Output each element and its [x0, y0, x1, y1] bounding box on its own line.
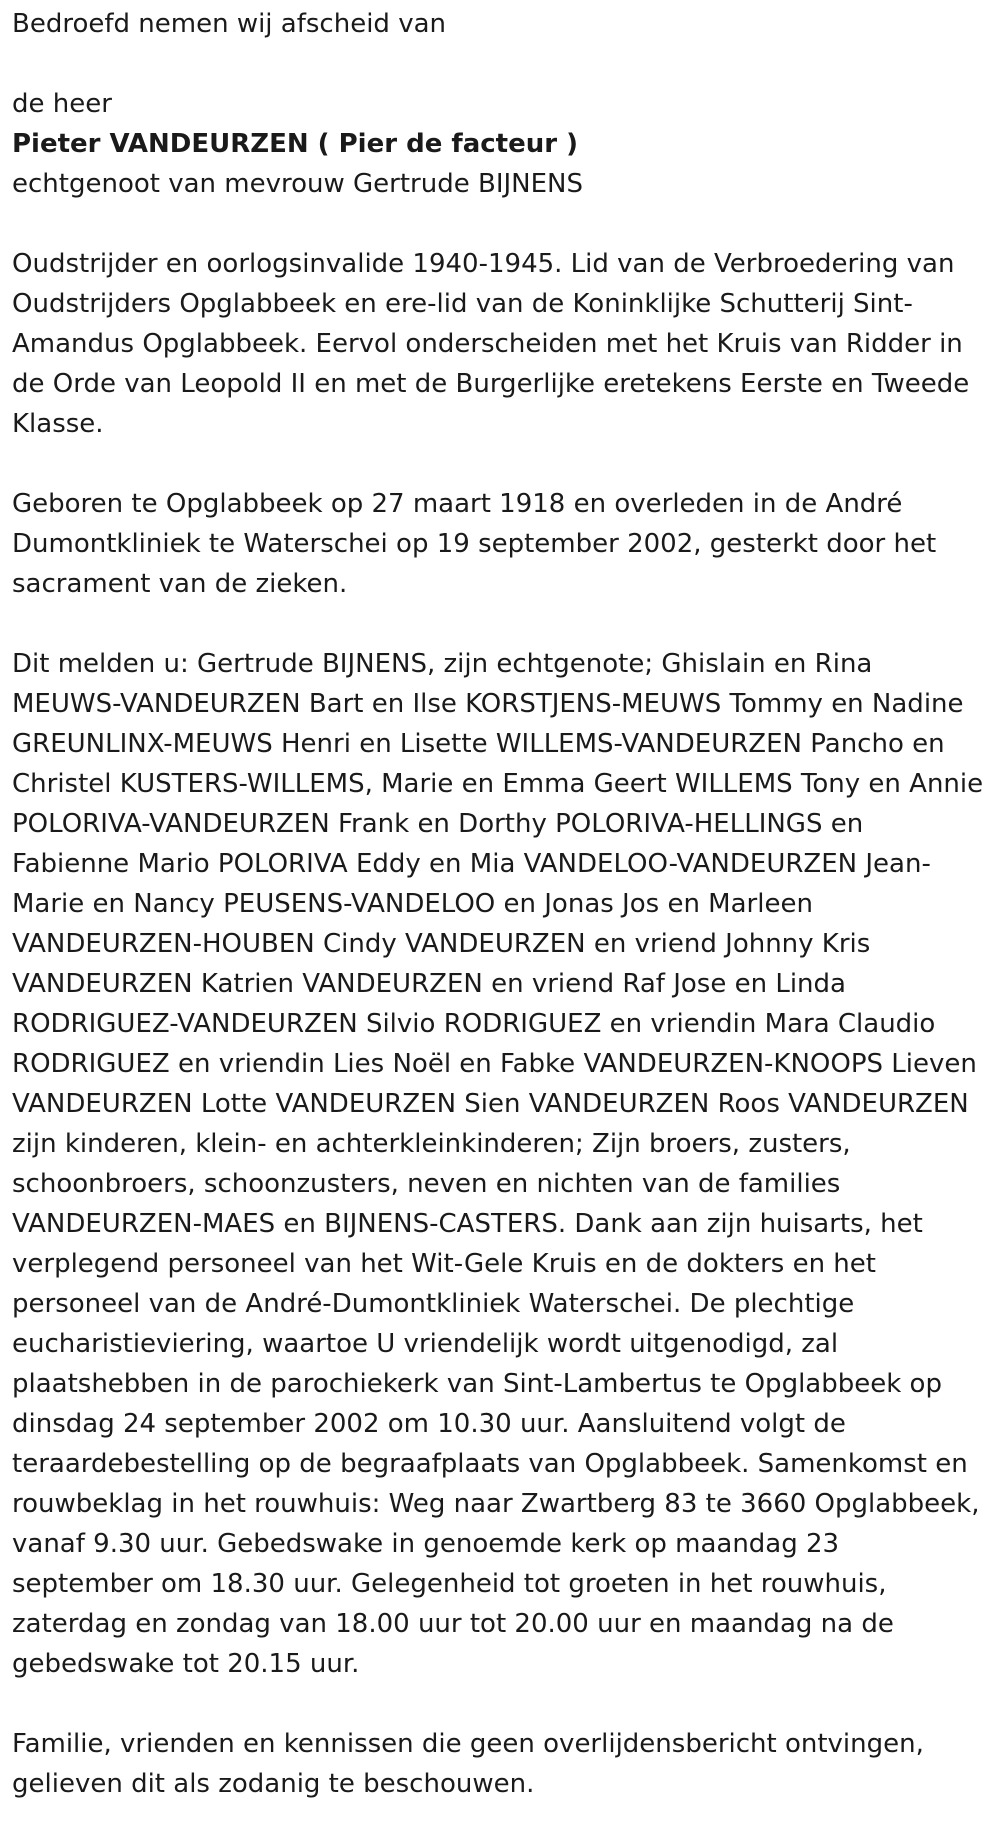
spacer — [12, 44, 988, 84]
closing-paragraph: Familie, vrienden en kennissen die geen overlijdensbericht ontvingen, gelieven dit als zodanig te beschouwen. — [12, 1729, 924, 1799]
dates-paragraph: Geboren te Opglabbeek op 27 maart 1918 en overleden in de André Dumontkliniek te Waterschei op 19 september 2002, gesterkt door het sacrament van de zieken. — [12, 489, 937, 599]
family-paragraph: Dit melden u: Gertrude BIJNENS, zijn echtgenote; Ghislain en Rina MEUWS-VANDEURZEN Bart en Ilse KORSTJENS-MEUWS Tommy en Nadine GREUNLINX-MEUWS Henri en Lisette WILLEMS-VANDEURZEN Pancho en Christel KUSTERS-WILLEMS, Marie en Emma Geert WILLEMS Tony en Annie POLORIVA-VANDEURZEN Frank en Dorthy POLORIVA-HELLINGS en Fabienne Mario POLORIVA Eddy en Mia VANDELOO-VANDEURZEN Jean-Marie en Nancy PEUSENS-VANDELOO en Jonas Jos en Marleen VANDEURZEN-HOUBEN Cindy VANDEURZEN en vriend Johnny Kris VANDEURZEN Katrien VANDEURZEN en vriend Raf Jose en Linda RODRIGUEZ-VANDEURZEN Silvio RODRIGUEZ en vriendin Mara Claudio RODRIGUEZ en vriendin Lies Noël en Fabke VANDEURZEN-KNOOPS Lieven VANDEURZEN Lotte VANDEURZEN Sien VANDEURZEN Roos VANDEURZEN zijn kinderen, klein- en achterkleinkinderen; Zijn broers, zusters, schoonbroers, schoonzusters, neven en nichten van de families VANDEURZEN-MAES en BIJNENS-CASTERS. Dank aan zijn huisarts, het verplegend personeel van het Wit-Gele Kruis en de dokters en het personeel van de André-Dumontkliniek Waterschei. De plechtige eucharistieviering, waartoe U vriendelijk wordt uitgenodigd, zal plaatshebben in de parochiekerk van Sint-Lambertus te Opglabbeek op dinsdag 24 september 2002 om 10.30 uur. Aansluitend volgt de teraardebestelling op de begraafplaats van Opglabbeek. Samenkomst en rouwbeklag in het rouwhuis: Weg naar Zwartberg 83 te 3660 Opglabbeek, vanaf 9.30 uur. Gebedswake in genoemde kerk op maandag 23 september om 18.30 uur. Gelegenheid tot groeten in het rouwhuis, zaterdag en zondag van 18.00 uur tot 20.00 uur en maandag na de gebedswake tot 20.15 uur. — [12, 649, 984, 1679]
deceased-name: Pieter VANDEURZEN ( Pier de facteur ) — [12, 129, 578, 159]
title-text: de heer — [12, 89, 112, 119]
spacer — [12, 204, 988, 244]
spacer — [12, 604, 988, 644]
spouse-text: echtgenoot van mevrouw Gertrude BIJNENS — [12, 169, 583, 199]
merits-paragraph: Oudstrijder en oorlogsinvalide 1940-1945. Lid van de Verbroedering van Oudstrijders Opglabbeek en ere-lid van de Koninklijke Schutterij Sint-Amandus Opglabbeek. Eervol onderscheiden met het Kruis van Ridder in de Orde van Leopold II en met de Burgerlijke eretekens Eerste en Tweede Klasse. — [12, 249, 970, 439]
spacer — [12, 1684, 988, 1724]
spacer — [12, 444, 988, 484]
intro-text: Bedroefd nemen wij afscheid van — [12, 9, 446, 39]
